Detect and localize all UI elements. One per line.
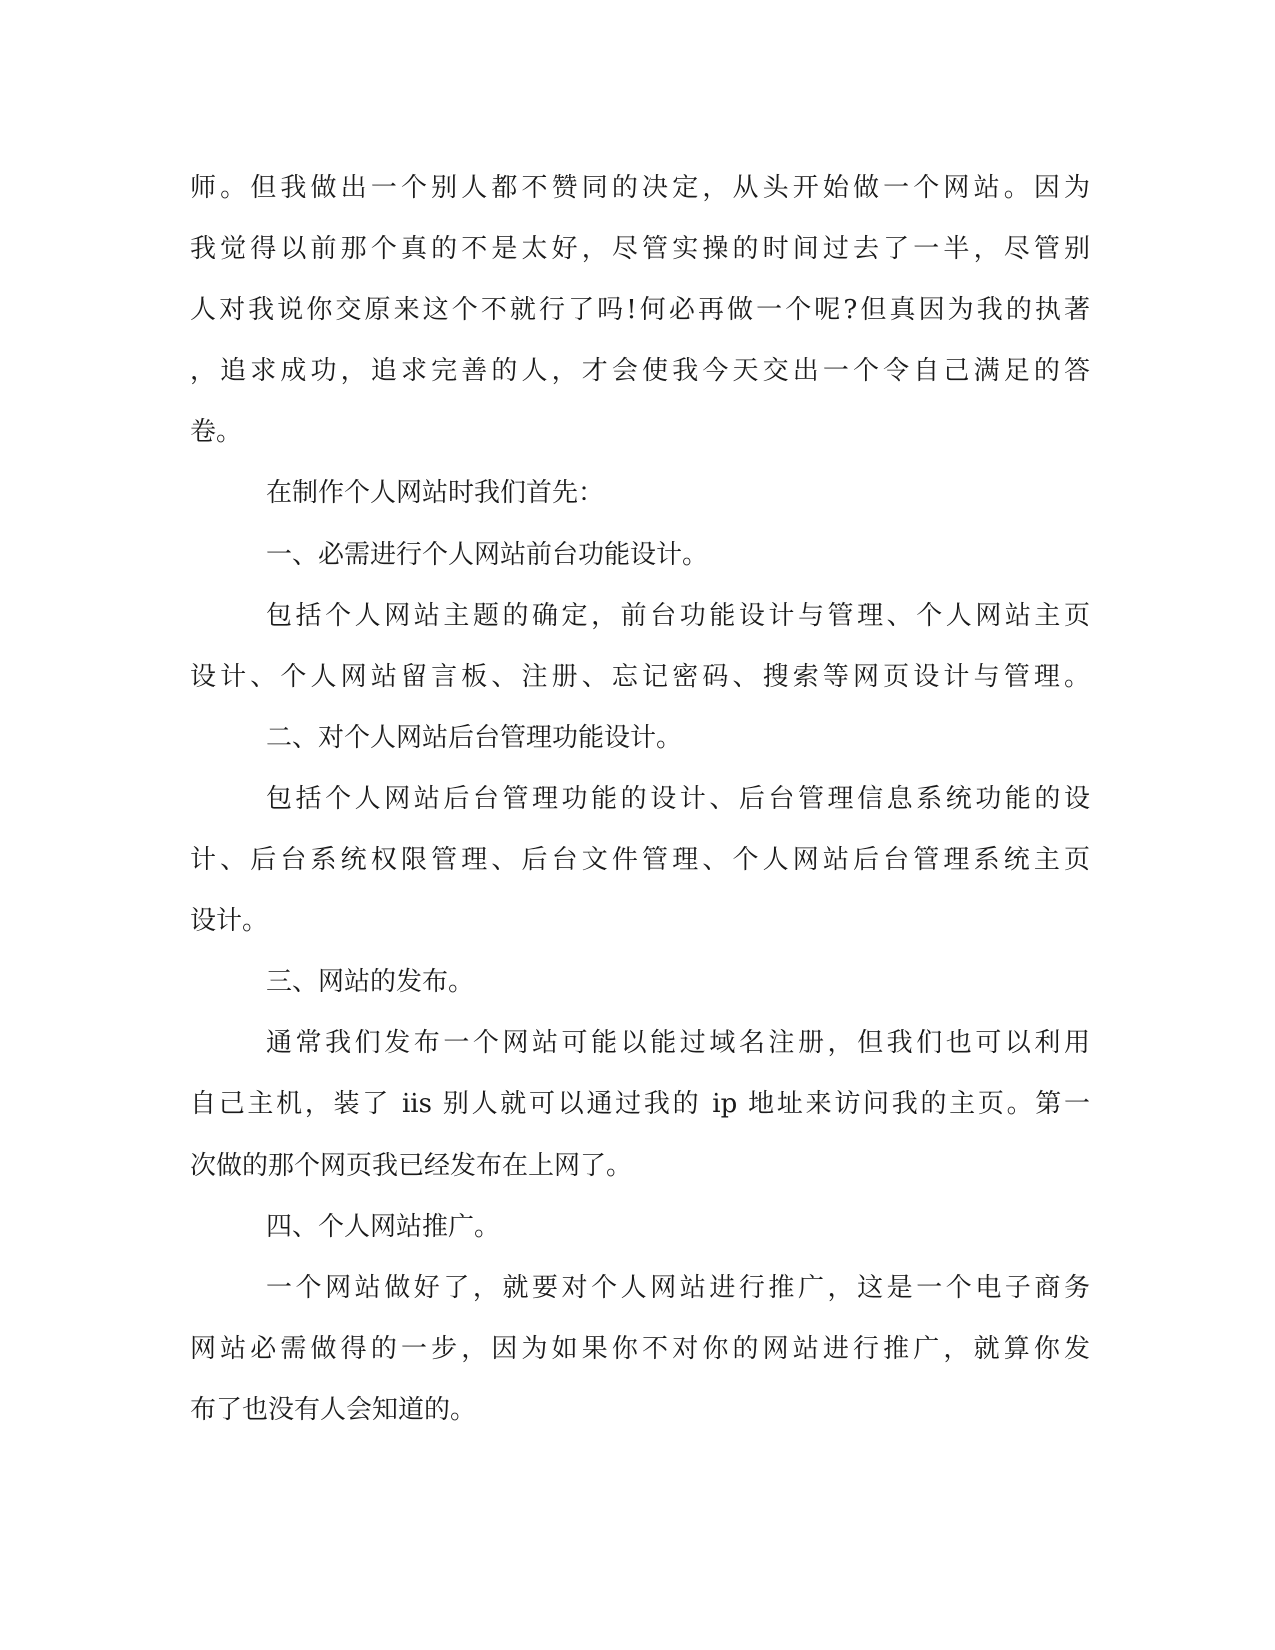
text-line: 布了也没有人会知道的。 — [190, 1394, 477, 1425]
text-line: 计、后台系统权限管理、后台文件管理、个人网站后台管理系统主页 — [190, 845, 1090, 876]
text-line: 师。但我做出一个别人都不赞同的决定，从头开始做一个网站。因为 — [190, 173, 1090, 203]
text-line: ，追求成功，追求完善的人，才会使我今天交出一个令自己满足的答 — [190, 356, 1090, 387]
text-line: 包括个人网站主题的确定，前台功能设计与管理、个人网站主页 — [266, 600, 1090, 631]
text-line: 我觉得以前那个真的不是太好，尽管实操的时间过去了一半，尽管别 — [190, 234, 1090, 265]
text-line: 二、对个人网站后台管理功能设计。 — [266, 722, 683, 753]
body-text — [190, 158, 1090, 1441]
text-line: 网站必需做得的一步，因为如果你不对你的网站进行推广，就算你发 — [190, 1333, 1090, 1364]
text-line: 设计。 — [190, 906, 269, 937]
text-line: 卷。 — [190, 417, 243, 448]
text-line: 三、网站的发布。 — [266, 967, 475, 998]
text-line: 包括个人网站后台管理功能的设计、后台管理信息系统功能的设 — [266, 783, 1090, 814]
text-line: 自己主机，装了 iis 别人就可以通过我的 ip 地址来访问我的主页。第一 — [190, 1089, 1090, 1120]
text-line: 人对我说你交原来这个不就行了吗!何必再做一个呢?但真因为我的执著 — [190, 295, 1090, 326]
text-line: 通常我们发布一个网站可能以能过域名注册，但我们也可以利用 — [266, 1028, 1090, 1059]
text-line: 在制作个人网站时我们首先： — [266, 478, 605, 509]
text-line: 一个网站做好了，就要对个人网站进行推广，这是一个电子商务 — [266, 1272, 1090, 1303]
text-line: 一、必需进行个人网站前台功能设计。 — [266, 539, 709, 570]
text-line: 设计、个人网站留言板、注册、忘记密码、搜索等网页设计与管理。 — [190, 661, 1090, 692]
text-line: 四、个人网站推广。 — [266, 1211, 501, 1242]
text-line: 次做的那个网页我已经发布在上网了。 — [190, 1150, 633, 1181]
